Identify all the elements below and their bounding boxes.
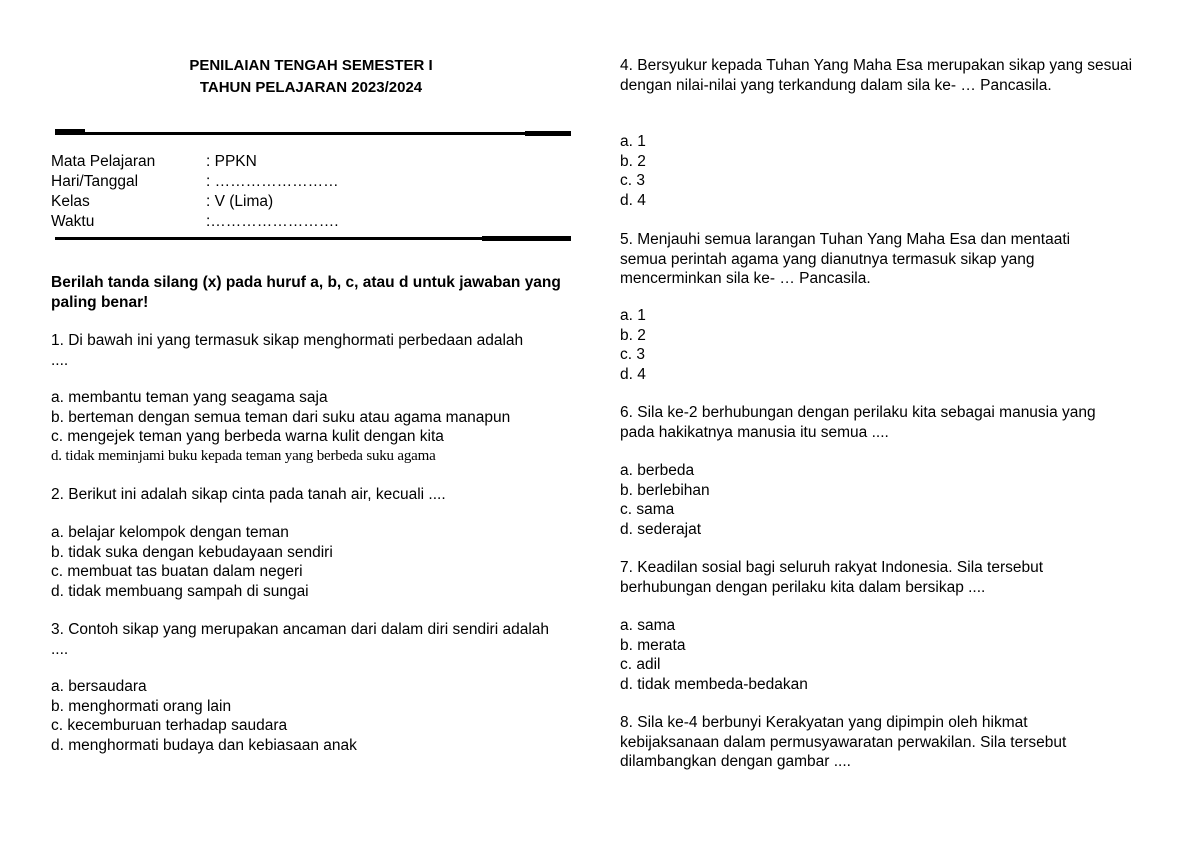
- option-d[interactable]: d. 4: [620, 365, 646, 383]
- question-7-options: [620, 616, 808, 694]
- option-b[interactable]: b. 2: [620, 152, 646, 170]
- option-c[interactable]: c. 3: [620, 172, 645, 190]
- info-row-time: [51, 212, 339, 232]
- divider-top-accent-right: [525, 131, 571, 136]
- option-b[interactable]: b. berteman dengan semua teman dari suku atau agama manapun: [51, 408, 511, 426]
- option-a[interactable]: a. belajar kelompok dengan teman: [51, 524, 289, 541]
- question-5-options: [620, 306, 646, 384]
- option-c[interactable]: c. adil: [620, 656, 661, 674]
- exam-year: TAHUN PELAJARAN 2023/2024: [199, 79, 423, 96]
- question-text: 4. Bersyukur kepada Tuhan Yang Maha Esa merupakan sikap yang sesuai dengan nilai-nilai yang terkandung dalam sila ke- … Pancasila.: [620, 57, 1133, 94]
- question-text: 6. Sila ke-2 berhubungan dengan perilaku kita sebagai manusia yang pada hakikatnya manusia itu semua ....: [620, 404, 1096, 441]
- question-1-options: [51, 388, 510, 466]
- option-a[interactable]: a. bersaudara: [51, 678, 147, 695]
- question-5: [620, 230, 1120, 289]
- option-c[interactable]: c. mengejek teman yang berbeda warna kulit dengan kita: [51, 428, 444, 446]
- option-a[interactable]: a. 1: [620, 133, 646, 150]
- option-a[interactable]: a. sama: [620, 617, 676, 634]
- question-1: [51, 331, 541, 370]
- question-text: 3. Contoh sikap yang merupakan ancaman dari dalam diri sendiri adalah ....: [51, 621, 550, 658]
- info-value: : V (Lima): [206, 193, 274, 210]
- question-6-options: [620, 461, 710, 539]
- info-row-date: [51, 172, 339, 192]
- info-row-class: [51, 192, 339, 212]
- option-c[interactable]: c. kecemburuan terhadap saudara: [51, 717, 288, 735]
- question-text: 2. Berikut ini adalah sikap cinta pada tanah air, kecuali ....: [51, 486, 446, 503]
- info-label: Waktu: [51, 213, 95, 230]
- option-c[interactable]: c. membuat tas buatan dalam negeri: [51, 563, 303, 581]
- question-2-options: [51, 523, 333, 601]
- option-b[interactable]: b. merata: [620, 636, 686, 654]
- instruction: Berilah tanda silang (x) pada huruf a, b, c, atau d untuk jawaban yang paling benar!: [51, 274, 561, 311]
- question-3: [51, 620, 566, 659]
- divider-top-accent-left: [55, 129, 85, 134]
- question-2: [51, 485, 571, 505]
- question-text: 8. Sila ke-4 berbunyi Kerakyatan yang dipimpin oleh hikmat kebijaksanaan dalam permusyawaratan perwakilan. Sila tersebut dilambangkan dengan gambar ....: [620, 714, 1067, 771]
- option-d[interactable]: d. tidak membuang sampah di sungai: [51, 582, 309, 600]
- option-d[interactable]: d. 4: [620, 191, 646, 209]
- option-b[interactable]: b. berlebihan: [620, 481, 710, 499]
- info-row-subject: [51, 152, 339, 172]
- question-text: 5. Menjauhi semua larangan Tuhan Yang Maha Esa dan mentaati semua perintah agama yang dianutnya termasuk sikap yang mencerminkan sila ke- … Pancasila.: [620, 231, 1071, 288]
- option-b[interactable]: b. menghormati orang lain: [51, 697, 232, 715]
- question-text: 1. Di bawah ini yang termasuk sikap menghormati perbedaan adalah ....: [51, 332, 524, 369]
- info-value: : ……………………: [206, 173, 339, 190]
- exam-title: PENILAIAN TENGAH SEMESTER I: [189, 57, 433, 74]
- option-c[interactable]: c. 3: [620, 346, 645, 364]
- option-a[interactable]: a. membantu teman yang seagama saja: [51, 389, 328, 406]
- question-4-options: [620, 132, 646, 210]
- question-8: [620, 713, 1120, 772]
- info-label: Mata Pelajaran: [51, 153, 156, 170]
- divider-bottom-accent: [482, 236, 571, 241]
- option-b[interactable]: b. tidak suka dengan kebudayaan sendiri: [51, 543, 333, 561]
- question-6: [620, 403, 1110, 442]
- question-3-options: [51, 677, 357, 755]
- option-a[interactable]: a. berbeda: [620, 462, 695, 479]
- option-d[interactable]: d. tidak membeda-bedakan: [620, 675, 808, 693]
- question-7: [620, 558, 1100, 597]
- exam-info: [51, 152, 339, 232]
- info-label: Hari/Tanggal: [51, 173, 139, 190]
- option-d[interactable]: d. menghormati budaya dan kebiasaan anak: [51, 736, 357, 754]
- info-label: Kelas: [51, 193, 90, 210]
- info-value: : PPKN: [206, 153, 257, 170]
- option-c[interactable]: c. sama: [620, 501, 675, 519]
- divider-top: [55, 132, 571, 135]
- option-d[interactable]: d. sederajat: [620, 520, 701, 538]
- question-4: [620, 56, 1145, 95]
- option-b[interactable]: b. 2: [620, 326, 646, 344]
- option-a[interactable]: a. 1: [620, 307, 646, 324]
- question-text: 7. Keadilan sosial bagi seluruh rakyat Indonesia. Sila tersebut berhubungan dengan perilaku kita dalam bersikap ....: [620, 559, 1044, 596]
- option-d[interactable]: d. tidak meminjami buku kepada teman yang berbeda suku agama: [51, 447, 436, 464]
- info-value: :…………………….: [206, 213, 339, 230]
